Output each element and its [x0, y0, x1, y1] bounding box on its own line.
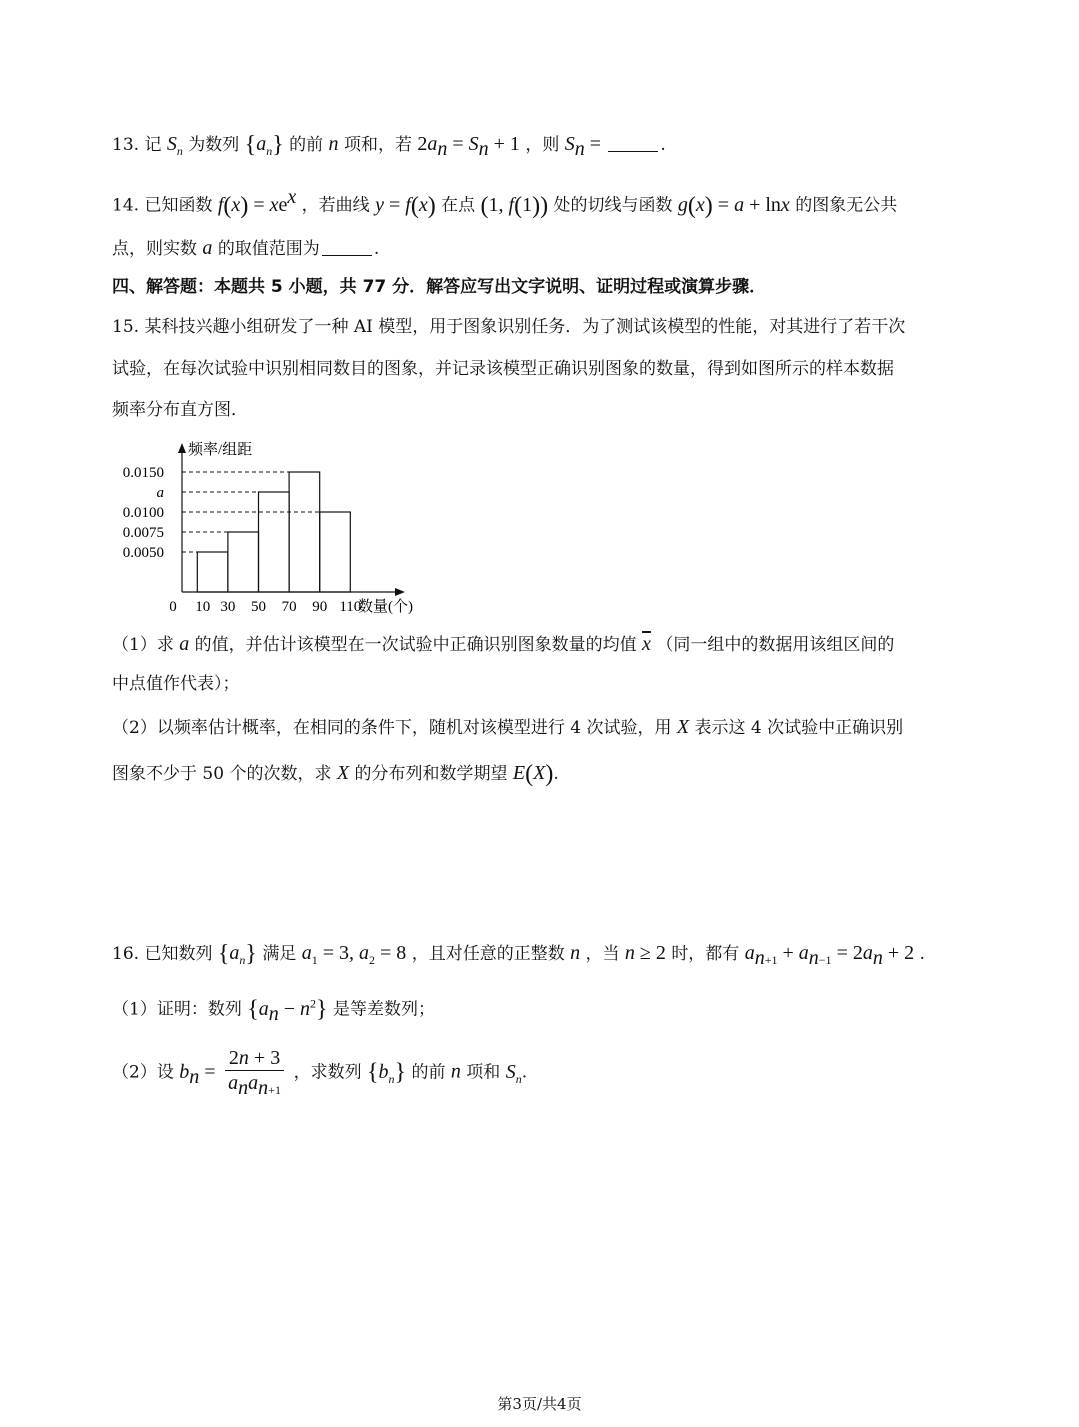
question-15-line2: 试验，在每次试验中识别相同数目的图象，并记录该模型正确识别图象的数量，得到如图所示的样本数据 [112, 359, 894, 379]
x-tick-label: 10 [195, 599, 211, 615]
y-axis-label: 频率/组距 [188, 442, 253, 458]
question-15-part2-cont: 图象不少于 50 个的次数，求 X 的分布列和数学期望 E(X). [112, 761, 559, 787]
x-tick-label: 50 [251, 599, 266, 615]
section-heading: 四、解答题：本题共 5 小题，共 77 分．解答应写出文字说明、证明过程或演算步骤． [112, 277, 767, 297]
answer-blank[interactable] [322, 255, 372, 256]
question-15-part2: （2）以频率估计概率，在相同的条件下，随机对该模型进行 4 次试验，用 X 表示这 4 次试验中正确识别 [112, 716, 904, 738]
x-tick-label: 90 [312, 599, 328, 615]
page-footer: 第3页/共4页 [497, 1395, 582, 1413]
question-14: 14. 已知函数 $f(x) = xe^x$ ，若曲线 y = f(x) 在点 (1, f(1)) 处的切线与函数 g(x) = a + lnx 的图象无公共 [112, 186, 898, 219]
x-axis-arrow-icon [395, 588, 405, 596]
question-15-line1: 15. 某科技兴趣小组研发了一种 AI 模型，用于图象识别任务．为了测试该模型的性能，对其进行了若干次 [112, 317, 906, 337]
x-tick-label: 0 [169, 599, 177, 615]
y-tick-label: a [156, 485, 164, 501]
histogram-bar [320, 512, 351, 592]
question-15-part1-cont: 中点值作代表）； [112, 674, 240, 694]
question-14-cont: 点，则实数 a 的取值范围为 . [112, 237, 380, 259]
question-13: 13. 记 $S_n$ 为数列 $\{a_n\}$ 的前 n 项和，若 $2a_n = S_n + 1$ ，则 $S_n$ = . [112, 132, 666, 160]
question-16-part1: （1）证明：数列 $\{a_n - n^2\}$ 是等差数列； [112, 996, 435, 1025]
y-tick-label: 0.0075 [122, 525, 164, 541]
question-15-line3: 频率分布直方图． [112, 400, 248, 420]
x-tick-label: 110 [339, 599, 362, 615]
question-15-part1: （1）求 a 的值，并估计该模型在一次试验中正确识别图象数量的均值 $\overline{x}$ （同一组中的数据用该组区间的 [112, 633, 895, 655]
question-16-part2: （2）设 $b_n$ = $\frac{2n + 3}{a_na_{n+1}}$ ，求数列 $\{b_n\}$ 的前 n 项和 $S_n$. [112, 1047, 528, 1099]
x-tick-label: 70 [281, 599, 297, 615]
frequency-histogram [100, 432, 440, 617]
y-tick-label: 0.0150 [122, 465, 164, 481]
y-axis-arrow-icon [178, 443, 186, 453]
x-tick-label: 30 [220, 599, 236, 615]
y-tick-label: 0.0050 [122, 545, 164, 561]
x-axis-label: 数量(个) [358, 599, 413, 615]
histogram-bar [259, 492, 290, 592]
fraction: $\frac{2n + 3}{a_na_{n+1}}$ [225, 1048, 284, 1098]
histogram-bar [228, 532, 259, 592]
answer-blank[interactable] [608, 151, 658, 152]
y-tick-label: 0.0100 [122, 505, 164, 521]
histogram-bar [289, 472, 320, 592]
histogram-bar [197, 552, 228, 592]
question-16: 16. 已知数列 $\{a_n\}$ 满足 $a_1 = 3$, $a_2 = 8$ ，且对任意的正整数 n ，当 n ≥ 2 时，都有 $a_{n+1} + a_{n-1} = 2a_n + 2$ . [112, 941, 925, 969]
